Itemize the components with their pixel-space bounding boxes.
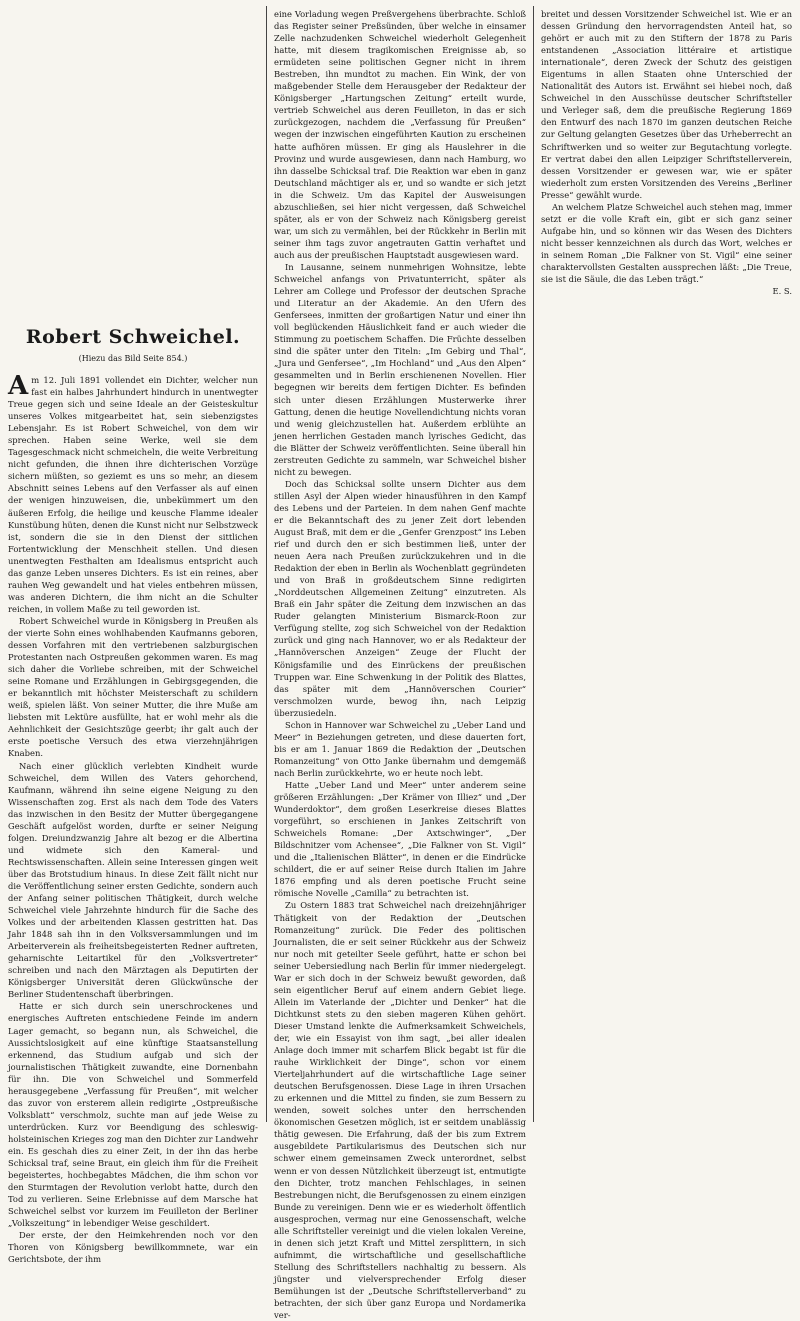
paragraph: Zu Ostern 1883 trat Schweichel nach dreizehnjähriger Thätigkeit von der Redaktion der „Deutschen Romanzeitung“ zurück. Die Feder des politischen Journalisten, die er seit seiner Rückkehr aus der Schweiz nur noch mit geteilter Seele geführt, hatte er schon bei seiner Uebersiedlung nach Berlin für immer niedergelegt. War er sich doch in der Schweiz bewußt geworden, daß sein eigentlicher Beruf auf einem andern Gebiet liege. Allein im Vaterlande der „Dichter und Denker“ hat die Dichtkunst stets zu den sieben mageren Kühen gehört. Dieser Umstand lenkte die Aufmerksamkeit Schweichels, der, wie ein Essayist von ihm sagt, „bei aller idealen Anlage doch immer mit scharfem Blick begabt ist für die rauhe Wirklichkeit der Dinge“, schon vor einem Vierteljahrhundert auf die wirtschaftliche Lage seiner deutschen Berufsgenossen. Diese Lage in ihren Ursachen zu erkennen und die Mittel zu finden, sie zum Bessern zu wenden, soweit solches unter den herrschenden ökonomischen Gesetzen möglich, ist er seitdem unablässig thätig gewesen. Die Erfahrung, daß der bis zum Extrem ausgebildete Partikularismus des Deutschen sich nur schwer einem gemeinsamen Zweck unterordnet, selbst wenn er von dessen Nützlichkeit überzeugt ist, entmutigte den Dichter, trotz manchen Fehlschlages, in seinen Bestrebungen nicht, die Berufsgenossen zu einem einzigen Bunde zu vereinigen. Denn wie er es wiederholt öffentlich ausgesprochen, vermag nur eine Genossenschaft, welche alle Schriftsteller vereinigt und die vielen lokalen Vereine, in denen sich jetzt Kraft und Mittel zersplittern, in sich aufnimmt, die wirtschaftliche und gesellschaftliche Stellung des Schriftstellers nachhaltig zu bessern. Als jüngster und vielversprechender Erfolg dieser Bemühungen ist der „Deutsche Schriftstellerverband“ zu betrachten, der sich über ganz Europa und Nordamerika ver- xyxy=(274,900,526,1321)
paragraph: Hatte „Ueber Land und Meer“ unter anderem seine größeren Erzählungen: „Der Krämer von Illiez“ und „Der Wunderdoktor“, dem großen Leserkreise dieses Blattes vorgeführt, so erschienen in Jankes Zeitschrift von Schweichels Romane: „Der Axtschwinger“, „Der Bildschnitzer vom Achensee“, „Die Falkner von St. Vigil“ und die „Italienischen Blätter“, in denen er die Eindrücke schildert, die er auf seiner Reise durch Italien im Jahre 1876 empfing und als deren poetische Frucht seine römische Novelle „Camilla“ zu betrachten ist. xyxy=(274,780,526,899)
column-left xyxy=(8,8,258,1265)
article-title: Robert Schweichel. xyxy=(25,326,241,348)
paragraph: Doch das Schicksal sollte unsern Dichter aus dem stillen Asyl der Alpen wieder hinausführen in den Kampf des Lebens und der Parteien. In dem nahen Genf machte er die Bekanntschaft des zu jener Zeit dort lebenden August Braß, mit dem er die „Genfer Grenzpost“ ins Leben rief und durch den er sich bestimmen ließ, unter der neuen Aera nach Preußen zurückzukehren und in die Redaktion der eben in Berlin als Wochenblatt gegründeten und von Braß in großdeutschem Sinne redigirten „Norddeutschen Allgemeinen Zeitung“ einzutreten. Als Braß ein Jahr später die Zeitung dem inzwischen an das Ruder gelangten Ministerium Bismarck-Roon zur Verfügung stellte, zog sich Schweichel von der Redaktion zurück und ging nach Hannover, wo er als Redakteur der „Hannöverschen Anzeigen“ Zeuge der Flucht der Königsfamilie und des Einrückens der preußischen Truppen war. Eine Schwenkung in der Politik des Blattes, das später mit dem „Hannöverschen Courier“ verschmolzen wurde, bewog ihn, nach Leipzig überzusiedeln. xyxy=(274,478,526,718)
drop-cap: A xyxy=(8,371,29,401)
paragraph: Der erste, der den Heimkehrenden noch vor den Thoren von Königsberg bewillkommnete, war ein Gerichtsbote, der ihm xyxy=(8,1230,258,1265)
lead-paragraph xyxy=(8,371,258,615)
lead-paragraph-text: m 12. Juli 1891 vollendet ein Dichter, welcher nun fast ein halbes Jahrhundert hindurch in unentwegter Treue gegen sich und seine Ideale an der Geisteskultur unseres Volkes mitgearbeitet hat, sein siebenzigstes Lebensjahr. Es ist Robert Schweichel, von dem wir sprechen. Haben seine Werke, weil sie dem Tagesgeschmack nicht schmeicheln, die weite Verbreitung nicht gefunden, die ihnen ihre dichterischen Vorzüge sichern müßten, so geziemt es uns so mehr, an diesem Abschnitt seines Lebens auf den Verfasser als auf einen der wenigen hinzuweisen, die, unbekümmert um den äußeren Erfolg, die heilige und keusche Flamme idealer Kunstübung hüten, denen die Kunst nicht nur Selbstzweck ist, sondern die sie in den Dienst der sittlichen Fortentwicklung der Menschheit stellen. Und diesen unentwegten Festhalten am Idealismus entspricht auch das ganze Leben unseres Dichters. Es ist ein reines, aber rauhen Weg gewandelt und hat vieles entbehren müssen, was anderen Dichtern, die ihm nicht an die Schulter reichen, in vollem Maße zu teil geworden ist. xyxy=(8,375,258,614)
column-divider xyxy=(266,6,267,1122)
paragraph: In Lausanne, seinem nunmehrigen Wohnsitze, lebte Schweichel anfangs von Privatunterricht, später als Lehrer am College und Professor der deutschen Sprache und Literatur an der Akademie. An den Ufern des Genfersees, inmitten der großartigen Natur und einer ihn voll beglückenden Häuslichkeit fand er auch wieder die Stimmung zu poetischem Schaffen. Die Früchte desselben sind die später unter den Titeln: „Im Gebirg und Thal“, „Jura und Genfersee“, „Im Hochland“ und „Aus den Alpen“ gesammelten und in Berlin erschienenen Novellen. Hier begegnen wir bereits dem fertigen Dichter. Es befinden sich unter diesen Erzählungen Musterwerke ihrer Gattung, denen die heutige Novellendichtung nichts voran und wenig gleichzustellen hat. Außerdem erblühte an jenen herrlichen Gestaden manch lyrisches Gedicht, das die Blätter der Schweiz veröffentlichten. Seine überall hin zerstreuten Gedichte zu sammeln, war Schweichel bisher nicht zu bewegen. xyxy=(274,261,526,477)
paragraph: Hatte er sich durch sein unerschrockenes und energisches Auftreten entschiedene Feinde im andern Lager gemacht, so begann nun, als Schweichel, die Aussichtslosigkeit auf eine künftige Staatsanstellung erkennend, das Studium aufgab und sich der journalistischen Thätigkeit zuwandte, eine Dornenbahn für ihn. Die von Schweichel und Sommerfeld herausgegebene „Verfassung für Preußen“, mit welcher das zuvor von ersterem allein redigirte „Ostpreußische Volksblatt“ verschmolz, suchte man auf jede Weise zu unterdrücken. Kurz vor Beendigung des schleswig-holsteinischen Krieges zog man den Dichter zur Landwehr ein. Es geschah dies zu einer Zeit, in der ihn das herbe Schicksal traf, seine Braut, ein gleich ihm für die Freiheit begeistertes, hochbegabtes Mädchen, die ihm schon vor den Sturmtagen der Revolution verlobt hatte, durch den Tod zu verlieren. Seine Erlebnisse auf dem Marsche hat Schweichel selbst vor kurzem im Feuilleton der Berliner „Volkszeitung“ in lebendiger Weise geschildert. xyxy=(8,1001,258,1229)
paragraph: Schon in Hannover war Schweichel zu „Ueber Land und Meer“ in Beziehungen getreten, und diese dauerten fort, bis er am 1. Januar 1869 die Redaktion der „Deutschen Romanzeitung“ von Otto Janke übernahm und demgemäß nach Berlin zurückkehrte, wo er heute noch lebt. xyxy=(274,719,526,778)
column-middle xyxy=(274,8,526,1321)
article-subtitle: (Hiezu das Bild Seite 854.) xyxy=(78,354,188,363)
column-divider xyxy=(533,6,534,1122)
paragraph: eine Vorladung wegen Preßvergehens überbrachte. Schloß das Register seiner Preßsünden, über welche in einsamer Zelle nachzudenken Schweichel wiederholt Gelegenheit hatte, mit diesem tragikomischen Ereignisse ab, so ermüdeten seine politischen Gegner nicht in ihrem Bestreben, ihn mundtot zu machen. Ein Wink, der von maßgebender Stelle dem Herausgeber der Redakteur der Königsberger „Hartungschen Zeitung“ erteilt wurde, vertrieb Schweichel aus deren Feuilleton, in das er sich zurückgezogen, nachdem die „Verfassung für Preußen“ wegen der inzwischen eingeführten Kaution zu erscheinen hatte aufhören müssen. Er ging als Hauslehrer in die Provinz und wurde ausgewiesen, dann nach Hamburg, wo ihn dasselbe Schicksal traf. Die Reaktion war eben in ganz Deutschland mächtiger als er, und so wandte er sich jetzt in die Schweiz. Um das Kapitel der Ausweisungen abzuschließen, sei hier nicht vergessen, daß Schweichel später, als er von der Schweiz nach Königsberg gereist war, um sich zu vermählen, bei der Rückkehr in Berlin mit seiner ihm tags zuvor angetrauten Gattin verhaftet und auch aus der preußischen Hauptstadt ausgewiesen ward. xyxy=(274,9,526,260)
paragraph: breitet und dessen Vorsitzender Schweichel ist. Wie er an dessen Gründung den hervorragendsten Anteil hat, so gehört er auch mit zu den Stiftern der 1878 zu Paris entstandenen „Association littéraire et artistique internationale“, deren Zweck der Schutz des geistigen Eigentums in allen Staaten ohne Unterschied der Nationalität des Autors ist. Erwähnt sei hiebei noch, daß Schweichel in den Ausschüsse deutscher Schriftsteller und Verleger saß, dem die preußische Regierung 1869 den Entwurf des nach 1870 im ganzen deutschen Reiche zur Geltung gelangten Gesetzes über das Urheberrecht an Schriftwerken und so weiter zur Begutachtung vorlegte. Er vertrat dabei den allen Leipziger Schriftstellerverein, dessen Vorsitzender er gewesen war, wie er später wiederholt zum ersten Vorsitzenden des Vereins „Berliner Presse“ gewählt wurde. xyxy=(541,9,792,200)
author-signature: E. S. xyxy=(772,286,792,297)
paragraph: An welchem Platze Schweichel auch stehen mag, immer setzt er die volle Kraft ein, gibt er sich ganz seiner Aufgabe hin, und so können wir das Wesen des Dichters nicht besser kennzeichnen als durch das Wort, welches er in seinem Roman „Die Falkner von St. Vigil“ eine seiner charaktervollsten Gestalten aussprechen läßt: „Die Treue, sie ist die Säule, die das Leben trägt.“ xyxy=(541,201,792,285)
column-right xyxy=(541,8,792,513)
paragraph: Robert Schweichel wurde in Königsberg in Preußen als der vierte Sohn eines wohlhabenden Kaufmanns geboren, dessen Vorfahren mit den vertriebenen salzburgischen Protestanten nach Ostpreußen gekommen waren. Es mag sich daher die Vorliebe schreiben, mit der Schweichel seine Romane und Erzählungen in Gebirgsgegenden, die er bekanntlich mit höchster Meisterschaft zu schildern weiß, spielen läßt. Von seiner Mutter, die ihre Muße am liebsten mit Lektüre ausfüllte, hat er wohl mehr als die Aehnlichkeit der Gesichtszüge geerbt; ihr galt auch der erste poetische Versuch des etwa vierzehnjährigen Knaben. xyxy=(8,615,258,759)
top-space xyxy=(8,8,258,326)
paragraph: Nach einer glücklich verlebten Kindheit wurde Schweichel, dem Willen des Vaters gehorchend, Kaufmann, während ihn seine eigene Neigung zu den Wissenschaften zog. Erst als nach dem Tode des Vaters das inzwischen in den Besitz der Mutter übergegangene Geschäft aufgelöst worden, durfte er seiner Neigung folgen. Dreiundzwanzig Jahre alt bezog er die Albertina und widmete sich den Kameral- und Rechtswissenschaften. Allein seine Interessen gingen weit über das Brotstudium hinaus. In diese Zeit fällt nicht nur die Veröffentlichung seiner ersten Gedichte, sondern auch der Anfang seiner politischen Thätigkeit, durch welche Schweichel viele Jahrzehnte hindurch für die Sache des Volkes und der arbeitenden Klassen gestritten hat. Das Jahr 1848 sah ihn in den Volksversammlungen und im Arbeiterverein als freiheitsbegeisterten Redner auftreten, geharnischte Leitartikel für den „Volksvertreter“ schreiben und nach den Märztagen als Deputirten der Königsberger Universität deren Glückwünsche der Berliner Studentenschaft überbringen. xyxy=(8,760,258,1000)
